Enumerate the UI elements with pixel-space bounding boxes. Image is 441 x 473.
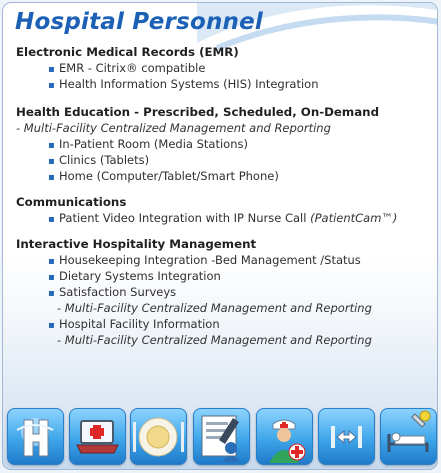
list-item: ▪ In-Patient Room (Media Stations) [48, 136, 426, 152]
hospitality-section [16, 237, 426, 348]
dinner-plate-icon[interactable] [130, 408, 187, 465]
patient-chart-icon[interactable] [193, 408, 250, 465]
list-item: ▪ Hospital Facility Information [48, 316, 426, 332]
section-heading: Communications [16, 195, 127, 209]
section-heading: Electronic Medical Records (EMR) [16, 45, 239, 59]
section-heading: Health Education - Prescribed, Scheduled, On-Demand [16, 105, 380, 119]
list-item: ▪ Clinics (Tablets) [48, 152, 426, 168]
list-item: ▪ Housekeeping Integration -Bed Management /Status [48, 252, 426, 268]
section-heading: Interactive Hospitality Management [16, 237, 257, 251]
list-item: ▪ Satisfaction Surveys [48, 284, 426, 300]
item-text: Patient Video Integration with IP Nurse Call [59, 211, 311, 225]
page-title: Hospital Personnel [15, 9, 263, 35]
sub-note: - Multi-Facility Centralized Management and Reporting [57, 301, 372, 315]
list-item [48, 210, 426, 226]
icon-bar [6, 408, 438, 468]
hospital-personnel-panel [2, 2, 438, 470]
communications-section [16, 195, 426, 226]
list-item: ▪ Home (Computer/Tablet/Smart Phone) [48, 168, 426, 184]
list-item: ▪ Dietary Systems Integration [48, 268, 426, 284]
laptop-medical-icon[interactable] [69, 408, 126, 465]
education-section [16, 105, 426, 184]
list-item: ▪ EMR - Citrix® compatible [48, 60, 426, 76]
sub-note: - Multi-Facility Centralized Management and Reporting [57, 333, 372, 347]
section-note: - Multi-Facility Centralized Management and Reporting [16, 121, 331, 135]
nurse-icon[interactable] [256, 408, 313, 465]
emr-section [16, 45, 426, 92]
title-banner [3, 3, 437, 47]
transfer-arrows-icon[interactable] [318, 408, 375, 465]
list-item: ▪ Health Information Systems (HIS) Integration [48, 76, 426, 92]
hospital-h-icon[interactable] [7, 408, 64, 465]
patientcam-label: (PatientCam™) [310, 211, 398, 225]
bed-maintenance-icon[interactable] [380, 408, 437, 465]
